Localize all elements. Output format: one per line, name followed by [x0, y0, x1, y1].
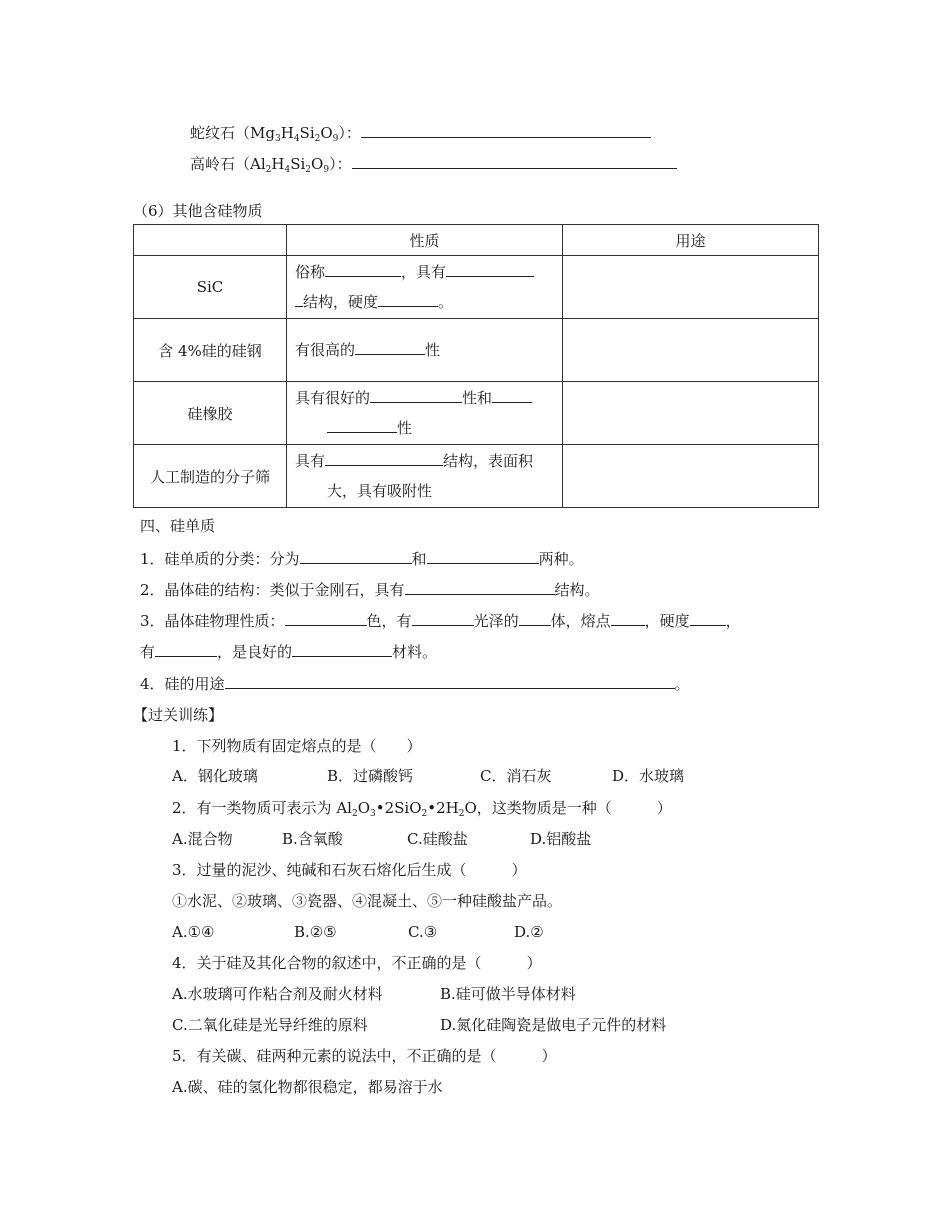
option[interactable]: B.含氧酸: [282, 830, 343, 848]
option[interactable]: A.混合物: [172, 830, 233, 848]
question-crystal-structure: 2．晶体硅的结构：类似于金刚石，具有 结构。: [140, 581, 600, 599]
blank[interactable]: [690, 610, 726, 626]
blank[interactable]: [285, 610, 367, 626]
blank[interactable]: [225, 673, 675, 689]
q3-stem: 3．过量的泥沙、纯碱和石灰石熔化后生成（ ）: [172, 861, 527, 879]
table-row: [134, 382, 819, 445]
row-use-silicone-rubber[interactable]: [563, 382, 819, 445]
q1-stem: 1．下列物质有固定熔点的是（ ）: [172, 737, 422, 755]
question-physical-properties: 3．晶体硅物理性质： 色，有 光泽的 体，熔点 ，硬度 ，: [140, 612, 741, 630]
kaolinite-blank[interactable]: [352, 153, 677, 169]
table-row: [134, 319, 819, 382]
header-use: 用途: [563, 225, 819, 256]
option[interactable]: C.③: [408, 923, 438, 941]
blank[interactable]: [446, 261, 534, 277]
header-property: 性质: [287, 225, 563, 256]
row-use-molecular-sieve[interactable]: [563, 445, 819, 508]
row-use-sic[interactable]: [563, 256, 819, 319]
training-title: 【过关训练】: [133, 706, 224, 724]
blank[interactable]: [611, 610, 645, 626]
section4-title: 四、硅单质: [140, 517, 216, 535]
option[interactable]: A.碳、硅的氢化物都很稳定，都易溶于水: [172, 1078, 443, 1096]
question-physical-properties-cont: 有 ，是良好的 材料。: [140, 643, 438, 661]
table-header-row: [134, 225, 819, 256]
option[interactable]: B.硅可做半导体材料: [440, 985, 576, 1003]
blank[interactable]: [355, 339, 425, 355]
blank[interactable]: [492, 387, 532, 403]
q5-stem: 5．有关碳、硅两种元素的说法中，不正确的是（ ）: [172, 1047, 557, 1065]
blank[interactable]: [295, 291, 303, 307]
section6-title: （6）其他含硅物质: [133, 202, 263, 220]
blank[interactable]: [300, 548, 412, 564]
q2-stem: 2．有一类物质可表示为 $Al_2O_3•2SiO_2•2H_2O$，这类物质是一种（ ）: [172, 799, 672, 819]
row-property-silicon-steel: 有很高的 性: [287, 319, 563, 382]
blank[interactable]: [155, 641, 217, 657]
option[interactable]: B.②⑤: [294, 923, 337, 941]
blank[interactable]: [412, 610, 474, 626]
option[interactable]: C．消石灰: [480, 767, 552, 785]
table-row: [134, 445, 819, 508]
blank[interactable]: [325, 450, 443, 466]
q3-items: ①水泥、②玻璃、③瓷器、④混凝土、⑤一种硅酸盐产品。: [172, 892, 563, 910]
row-name-molecular-sieve: 人工制造的分子筛: [134, 445, 287, 508]
blank[interactable]: [427, 548, 539, 564]
row-use-silicon-steel[interactable]: [563, 319, 819, 382]
blank[interactable]: [327, 417, 397, 433]
row-name-sic: SiC: [134, 256, 287, 319]
option[interactable]: A.水玻璃可作粘合剂及耐火材料: [172, 985, 383, 1003]
blank[interactable]: [405, 579, 555, 595]
table-row: [134, 256, 819, 319]
blank[interactable]: [519, 610, 551, 626]
serpentine-line: [190, 122, 651, 143]
blank[interactable]: [292, 641, 392, 657]
option[interactable]: A．钢化玻璃: [172, 767, 258, 785]
row-property-silicone-rubber: 具有很好的 性和 性: [287, 382, 563, 445]
blank[interactable]: [325, 261, 401, 277]
question-uses: 4．硅的用途 。: [140, 675, 690, 693]
serpentine-blank[interactable]: [361, 122, 651, 138]
option[interactable]: D.氮化硅陶瓷是做电子元件的材料: [440, 1016, 667, 1034]
option[interactable]: C.硅酸盐: [407, 830, 468, 848]
kaolinite-formula: $(Al_2H_4Si_2O_9)$：: [235, 155, 352, 175]
option[interactable]: B．过磷酸钙: [327, 767, 414, 785]
kaolinite-name: 高岭石: [190, 155, 236, 173]
option[interactable]: A.①④: [172, 923, 215, 941]
row-property-sic: 俗称 ，具有 结构，硬度 。: [287, 256, 563, 319]
q4-stem: 4．关于硅及其化合物的叙述中，不正确的是（ ）: [172, 954, 542, 972]
kaolinite-line: [190, 153, 677, 174]
serpentine-name: 蛇纹石: [190, 124, 236, 142]
row-name-silicon-steel: 含 4%硅的硅钢: [134, 319, 287, 382]
blank[interactable]: [370, 387, 462, 403]
blank[interactable]: [378, 291, 438, 307]
row-property-molecular-sieve: 具有 结构，表面积 大，具有吸附性: [287, 445, 563, 508]
option[interactable]: D．水玻璃: [612, 767, 685, 785]
row-name-silicone-rubber: 硅橡胶: [134, 382, 287, 445]
option[interactable]: C.二氧化硅是光导纤维的原料: [172, 1016, 368, 1034]
serpentine-formula: $(Mg_3H_4Si_2O_9)$：: [235, 124, 361, 144]
silicon-substances-table: [133, 224, 819, 508]
question-silicon-classification: 1．硅单质的分类：分为 和 两种。: [140, 550, 584, 568]
header-empty: [134, 225, 287, 256]
option[interactable]: D.铝酸盐: [530, 830, 592, 848]
option[interactable]: D.②: [514, 923, 544, 941]
